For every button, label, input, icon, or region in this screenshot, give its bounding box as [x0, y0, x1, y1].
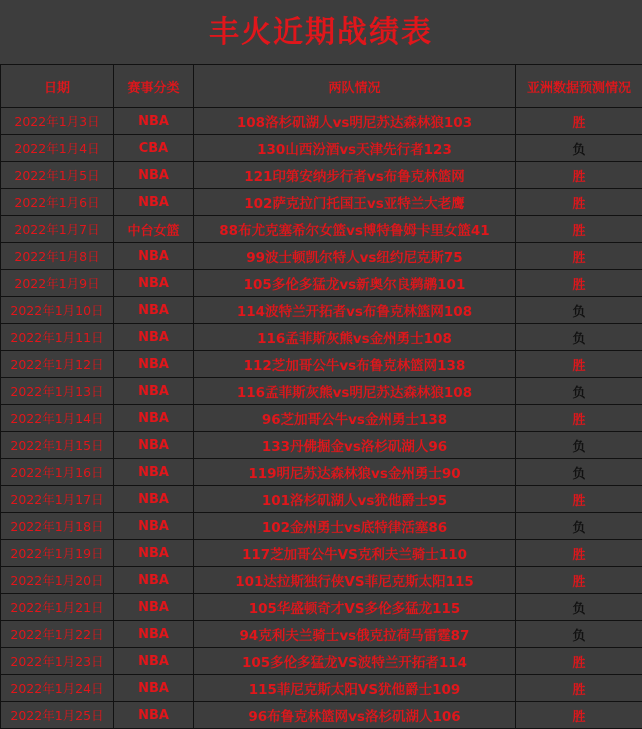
cell-date: 2022年1月25日: [1, 702, 114, 729]
table-row: [1, 540, 642, 567]
cell-match: 105多伦多猛龙vs新奥尔良鹈鹕101: [194, 270, 516, 297]
cell-date: 2022年1月16日: [1, 459, 114, 486]
table-row: [1, 216, 642, 243]
cell-result: 胜: [516, 270, 642, 297]
cell-category: NBA: [114, 540, 194, 567]
cell-result: 负: [516, 459, 642, 486]
cell-result: 胜: [516, 351, 642, 378]
table-row: [1, 351, 642, 378]
cell-category: NBA: [114, 702, 194, 729]
cell-match: 88布尤克塞希尔女篮vs博特鲁姆卡里女篮41: [194, 216, 516, 243]
cell-category: NBA: [114, 162, 194, 189]
table-row: [1, 189, 642, 216]
cell-category: NBA: [114, 405, 194, 432]
cell-category: NBA: [114, 513, 194, 540]
cell-result: 胜: [516, 162, 642, 189]
table-row: [1, 648, 642, 675]
cell-match: 101洛杉矶湖人vs犹他爵士95: [194, 486, 516, 513]
cell-date: 2022年1月4日: [1, 135, 114, 162]
table-row: [1, 135, 642, 162]
cell-date: 2022年1月5日: [1, 162, 114, 189]
cell-match: 121印第安纳步行者vs布鲁克林篮网: [194, 162, 516, 189]
cell-date: 2022年1月13日: [1, 378, 114, 405]
table-row: [1, 378, 642, 405]
cell-category: NBA: [114, 567, 194, 594]
cell-match: 96布鲁克林篮网vs洛杉矶湖人106: [194, 702, 516, 729]
table-row: [1, 567, 642, 594]
cell-date: 2022年1月18日: [1, 513, 114, 540]
cell-category: CBA: [114, 135, 194, 162]
table-row: [1, 702, 642, 729]
cell-date: 2022年1月15日: [1, 432, 114, 459]
cell-category: NBA: [114, 594, 194, 621]
cell-category: NBA: [114, 648, 194, 675]
cell-match: 102金州勇士vs底特律活塞86: [194, 513, 516, 540]
cell-category: NBA: [114, 432, 194, 459]
cell-category: NBA: [114, 459, 194, 486]
table-body: [1, 108, 642, 729]
cell-date: 2022年1月10日: [1, 297, 114, 324]
cell-result: 负: [516, 432, 642, 459]
cell-date: 2022年1月3日: [1, 108, 114, 135]
table-row: [1, 459, 642, 486]
cell-date: 2022年1月12日: [1, 351, 114, 378]
cell-date: 2022年1月23日: [1, 648, 114, 675]
cell-category: NBA: [114, 297, 194, 324]
cell-result: 胜: [516, 648, 642, 675]
table-row: [1, 324, 642, 351]
cell-result: 胜: [516, 540, 642, 567]
cell-result: 胜: [516, 108, 642, 135]
cell-result: 胜: [516, 675, 642, 702]
cell-match: 96芝加哥公牛vs金州勇士138: [194, 405, 516, 432]
cell-result: 负: [516, 135, 642, 162]
cell-match: 117芝加哥公牛VS克利夫兰骑士110: [194, 540, 516, 567]
cell-result: 负: [516, 378, 642, 405]
table-row: [1, 621, 642, 648]
cell-category: NBA: [114, 621, 194, 648]
cell-result: 负: [516, 324, 642, 351]
cell-result: 负: [516, 513, 642, 540]
cell-match: 102萨克拉门托国王vs亚特兰大老鹰: [194, 189, 516, 216]
table-row: [1, 432, 642, 459]
cell-result: 胜: [516, 567, 642, 594]
table-row: [1, 675, 642, 702]
cell-category: NBA: [114, 486, 194, 513]
table-row: [1, 162, 642, 189]
cell-date: 2022年1月19日: [1, 540, 114, 567]
cell-date: 2022年1月14日: [1, 405, 114, 432]
cell-result: 负: [516, 594, 642, 621]
cell-match: 94克利夫兰骑士vs俄克拉荷马雷霆87: [194, 621, 516, 648]
cell-date: 2022年1月22日: [1, 621, 114, 648]
cell-match: 112芝加哥公牛vs布鲁克林篮网138: [194, 351, 516, 378]
cell-match: 115菲尼克斯太阳VS犹他爵士109: [194, 675, 516, 702]
cell-date: 2022年1月7日: [1, 216, 114, 243]
cell-category: NBA: [114, 675, 194, 702]
cell-match: 105多伦多猛龙VS波特兰开拓者114: [194, 648, 516, 675]
table-header-row: [1, 65, 642, 108]
cell-match: 119明尼苏达森林狼vs金州勇士90: [194, 459, 516, 486]
cell-result: 胜: [516, 189, 642, 216]
cell-date: 2022年1月21日: [1, 594, 114, 621]
page-title: 丰火近期战绩表: [0, 0, 642, 64]
cell-match: 99波士顿凯尔特人vs纽约尼克斯75: [194, 243, 516, 270]
cell-date: 2022年1月24日: [1, 675, 114, 702]
cell-match: 116孟菲斯灰熊vs明尼苏达森林狼108: [194, 378, 516, 405]
cell-match: 108洛杉矶湖人vs明尼苏达森林狼103: [194, 108, 516, 135]
cell-result: 胜: [516, 405, 642, 432]
cell-category: NBA: [114, 324, 194, 351]
cell-category: 中台女篮: [114, 216, 194, 243]
cell-result: 胜: [516, 702, 642, 729]
table-row: [1, 405, 642, 432]
cell-result: 胜: [516, 243, 642, 270]
cell-category: NBA: [114, 108, 194, 135]
cell-match: 101达拉斯独行侠VS菲尼克斯太阳115: [194, 567, 516, 594]
cell-category: NBA: [114, 270, 194, 297]
table-row: [1, 297, 642, 324]
cell-match: 114波特兰开拓者vs布鲁克林篮网108: [194, 297, 516, 324]
cell-category: NBA: [114, 351, 194, 378]
cell-match: 105华盛顿奇才VS多伦多猛龙115: [194, 594, 516, 621]
cell-date: 2022年1月9日: [1, 270, 114, 297]
header-date: 日期: [1, 65, 114, 108]
cell-match: 116孟菲斯灰熊vs金州勇士108: [194, 324, 516, 351]
cell-result: 负: [516, 621, 642, 648]
table-row: [1, 594, 642, 621]
cell-date: 2022年1月17日: [1, 486, 114, 513]
cell-match: 130山西汾酒vs天津先行者123: [194, 135, 516, 162]
cell-result: 负: [516, 297, 642, 324]
table-row: [1, 513, 642, 540]
table-row: [1, 270, 642, 297]
cell-result: 胜: [516, 486, 642, 513]
cell-category: NBA: [114, 378, 194, 405]
cell-date: 2022年1月20日: [1, 567, 114, 594]
header-prediction: 亚洲数据预测情况: [516, 65, 642, 108]
cell-match: 133丹佛掘金vs洛杉矶湖人96: [194, 432, 516, 459]
cell-category: NBA: [114, 189, 194, 216]
cell-result: 胜: [516, 216, 642, 243]
header-category: 赛事分类: [114, 65, 194, 108]
cell-date: 2022年1月8日: [1, 243, 114, 270]
results-table: [0, 64, 642, 729]
cell-category: NBA: [114, 243, 194, 270]
table-row: [1, 243, 642, 270]
table-row: [1, 486, 642, 513]
table-row: [1, 108, 642, 135]
header-match: 两队情况: [194, 65, 516, 108]
cell-date: 2022年1月11日: [1, 324, 114, 351]
cell-date: 2022年1月6日: [1, 189, 114, 216]
